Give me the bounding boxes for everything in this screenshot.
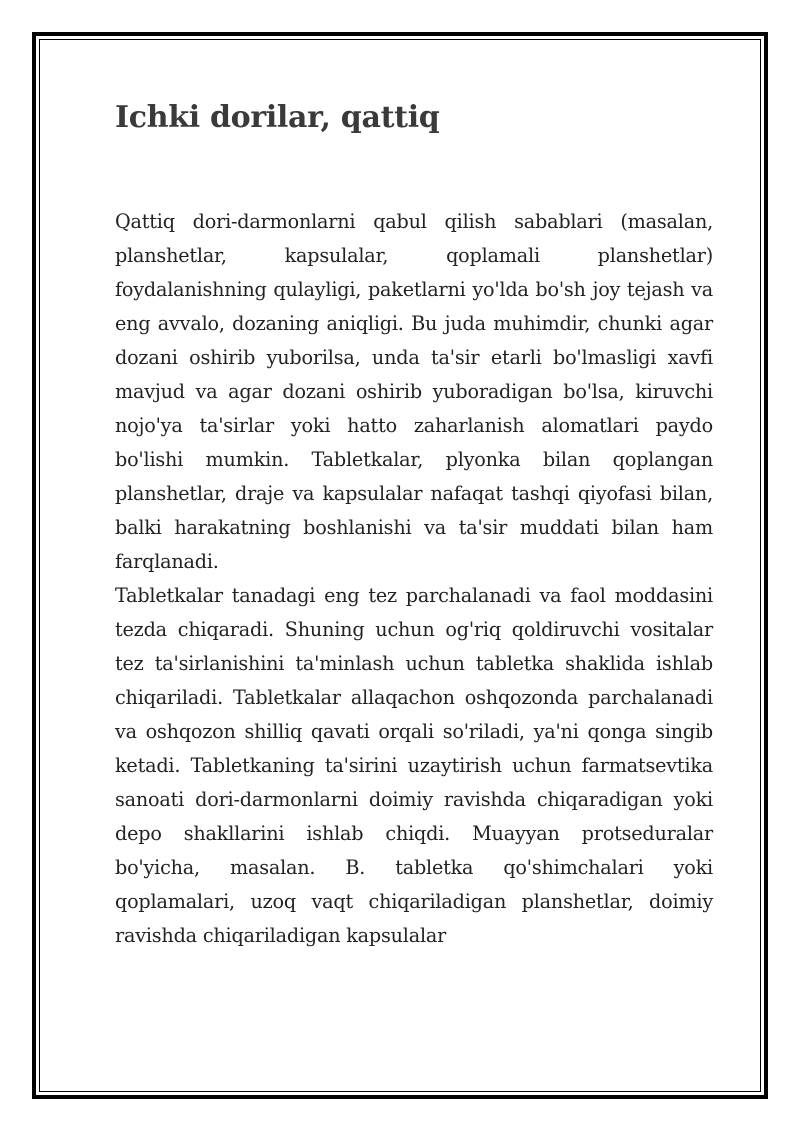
paragraph-2: Tabletkalar tanadagi eng tez parchalanadi va faol moddasini tezda chiqaradi. Shuning uchun og'riq qoldiruvchi vositalar tez ta'sirlanishini ta'minlash uchun tabletka shaklida ishlab chiqariladi. Tabletkalar allaqachon oshqozonda parchalanadi va oshqozon shilliq qavati orqali so'riladi, ya'ni qonga singib ketadi. Tabletkaning ta'sirini uzaytirish uchun farmatsevtika sanoati dori-darmonlarni doimiy ravishda chiqaradigan yoki depo shakllarini ishlab chiqdi. Muayyan protseduralar bo'yicha, masalan. B. tabletka qo'shimchalari yoki qoplamalari, uzoq vaqt chiqariladigan planshetlar, doimiy ravishda chiqariladigan kapsulalar (115, 584, 713, 947)
paragraph-1: Qattiq dori-darmonlarni qabul qilish sabablari (masalan, planshetlar, kapsulalar, qoplamali planshetlar) foydalanishning qulayligi, paketlarni yo'lda bo'sh joy tejash va eng avvalo, dozaning aniqligi. Bu juda muhimdir, chunki agar dozani oshirib yuborilsa, unda ta'sir etarli bo'lmasligi xavfi mavjud va agar dozani oshirib yuboradigan bo'lsa, kiruvchi nojo'ya ta'sirlar yoki hatto zaharlanish alomatlari paydo bo'lishi mumkin. Tabletkalar, plyonka bilan qoplangan planshetlar, draje va kapsulalar nafaqat tashqi qiyofasi bilan, balki harakatning boshlanishi va ta'sir muddati bilan ham farqlanadi. (115, 210, 713, 573)
document-body (115, 205, 713, 953)
document-content (115, 95, 713, 953)
page-title: Ichki dorilar, qattiq (115, 100, 440, 135)
